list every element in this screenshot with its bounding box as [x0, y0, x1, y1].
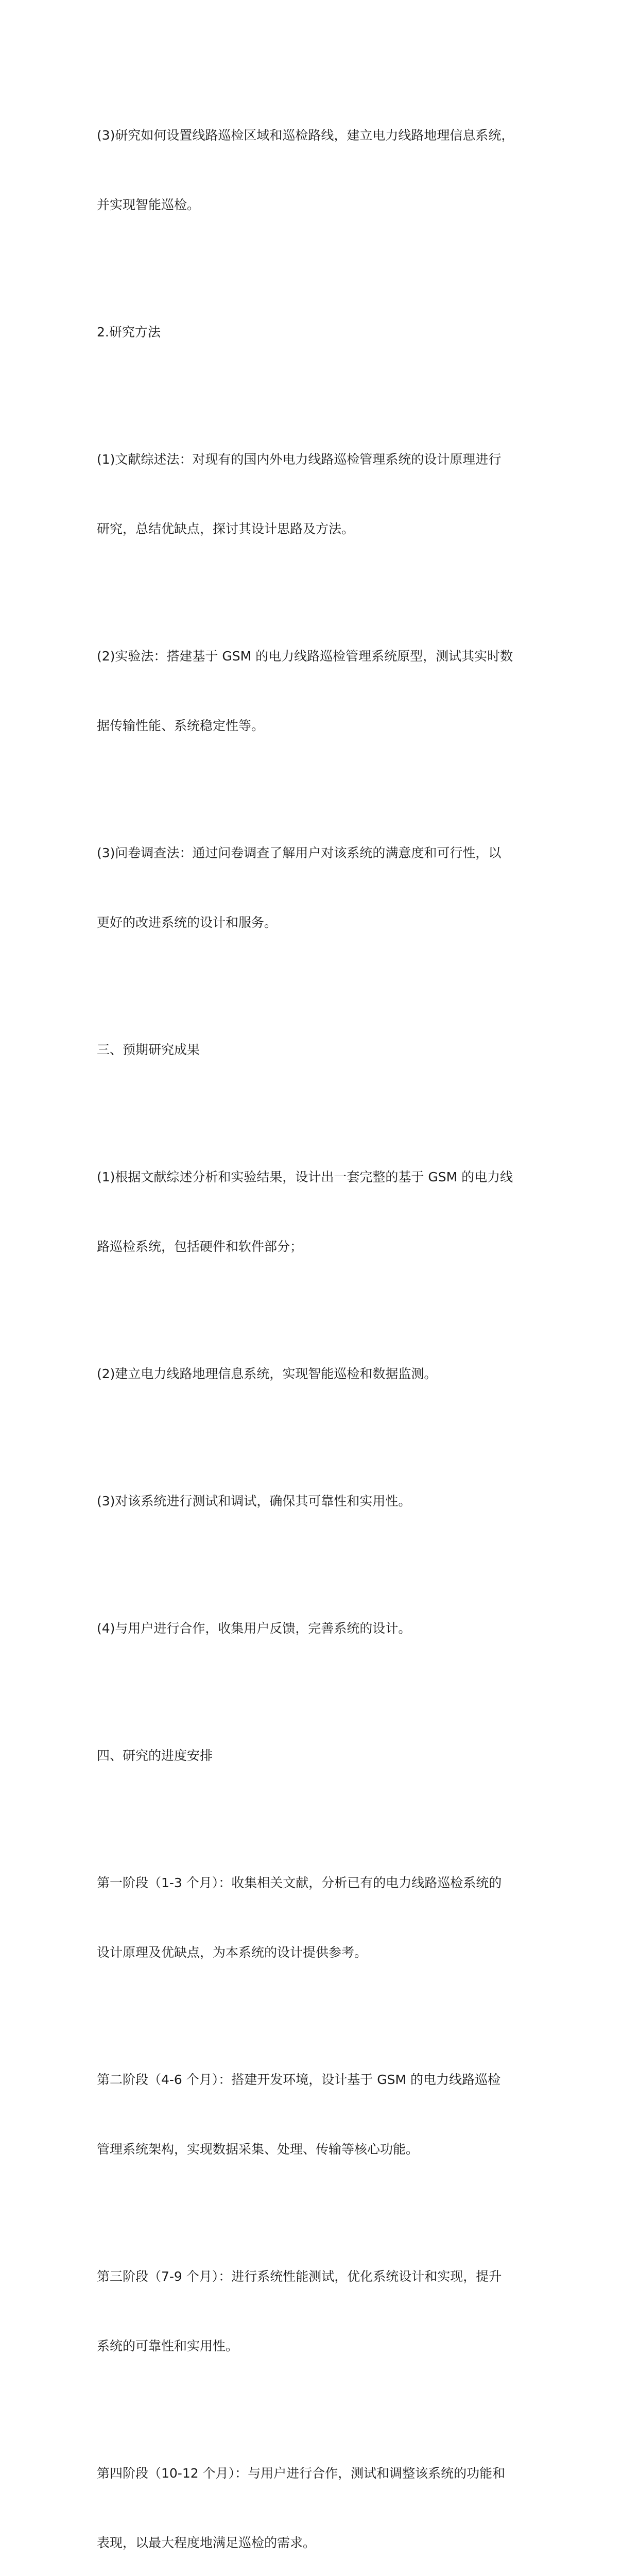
paragraph-method-2	[97, 598, 560, 784]
paragraph-result-1	[97, 1119, 560, 1304]
text-line: 第四阶段（10-12 个月）：与用户进行合作，测试和调整该系统的功能和	[97, 2466, 506, 2481]
text-line: (3)问卷调查法：通过问卷调查了解用户对该系统的满意度和可行性，以	[97, 845, 502, 860]
text-line: (3)对该系统进行测试和调试，确保其可靠性和实用性。	[97, 1494, 411, 1509]
text-line: (1)根据文献综述分析和实验结果，设计出一套完整的基于 GSM 的电力线	[97, 1170, 513, 1184]
paragraph-result-4	[97, 1570, 560, 1686]
paragraph-research-content-3	[97, 77, 560, 263]
paragraph-phase-3	[97, 2218, 560, 2404]
text-line: (1)文献综述法：对现有的国内外电力线路巡检管理系统的设计原理进行	[97, 452, 502, 467]
section-heading-research-methods	[97, 274, 560, 390]
text-line: 系统的可靠性和实用性。	[97, 2338, 239, 2353]
section-heading-schedule	[97, 1698, 560, 1814]
paragraph-result-2	[97, 1316, 560, 1432]
text-line: 四、研究的进度安排	[97, 1748, 213, 1763]
text-line: (3)研究如何设置线路巡检区域和巡检路线，建立电力线路地理信息系统，	[97, 128, 514, 143]
paragraph-result-3	[97, 1443, 560, 1559]
text-line: (2)建立电力线路地理信息系统，实现智能巡检和数据监测。	[97, 1366, 437, 1381]
text-line: 并实现智能巡检。	[97, 197, 200, 212]
paragraph-phase-1	[97, 1825, 560, 2010]
text-line: 研究，总结优缺点，探讨其设计思路及方法。	[97, 521, 355, 536]
text-line: 管理系统架构，实现数据采集、处理、传输等核心功能。	[97, 2142, 419, 2157]
text-line: 更好的改进系统的设计和服务。	[97, 915, 278, 930]
text-line: (2)实验法：搭建基于 GSM 的电力线路巡检管理系统原型，测试其实时数	[97, 649, 513, 664]
text-line: 第一阶段（1-3 个月）：收集相关文献，分析已有的电力线路巡检系统的	[97, 1875, 502, 1890]
text-line: 第二阶段（4-6 个月）：搭建开发环境，设计基于 GSM 的电力线路巡检	[97, 2072, 500, 2087]
paragraph-method-1	[97, 401, 560, 587]
text-line: (4)与用户进行合作，收集用户反馈，完善系统的设计。	[97, 1621, 411, 1636]
paragraph-phase-2	[97, 2022, 560, 2207]
paragraph-method-3	[97, 795, 560, 980]
text-line: 据传输性能、系统稳定性等。	[97, 718, 265, 733]
text-line: 三、预期研究成果	[97, 1042, 200, 1057]
text-line: 表现，以最大程度地满足巡检的需求。	[97, 2535, 316, 2550]
document-body	[97, 77, 560, 2576]
text-line: 路巡检系统，包括硬件和软件部分；	[97, 1239, 303, 1254]
section-heading-expected-results	[97, 992, 560, 1108]
paragraph-phase-4	[97, 2415, 560, 2576]
text-line: 设计原理及优缺点，为本系统的设计提供参考。	[97, 1945, 368, 1960]
text-line: 2.研究方法	[97, 325, 161, 340]
text-line: 第三阶段（7-9 个月）：进行系统性能测试，优化系统设计和实现，提升	[97, 2269, 502, 2284]
